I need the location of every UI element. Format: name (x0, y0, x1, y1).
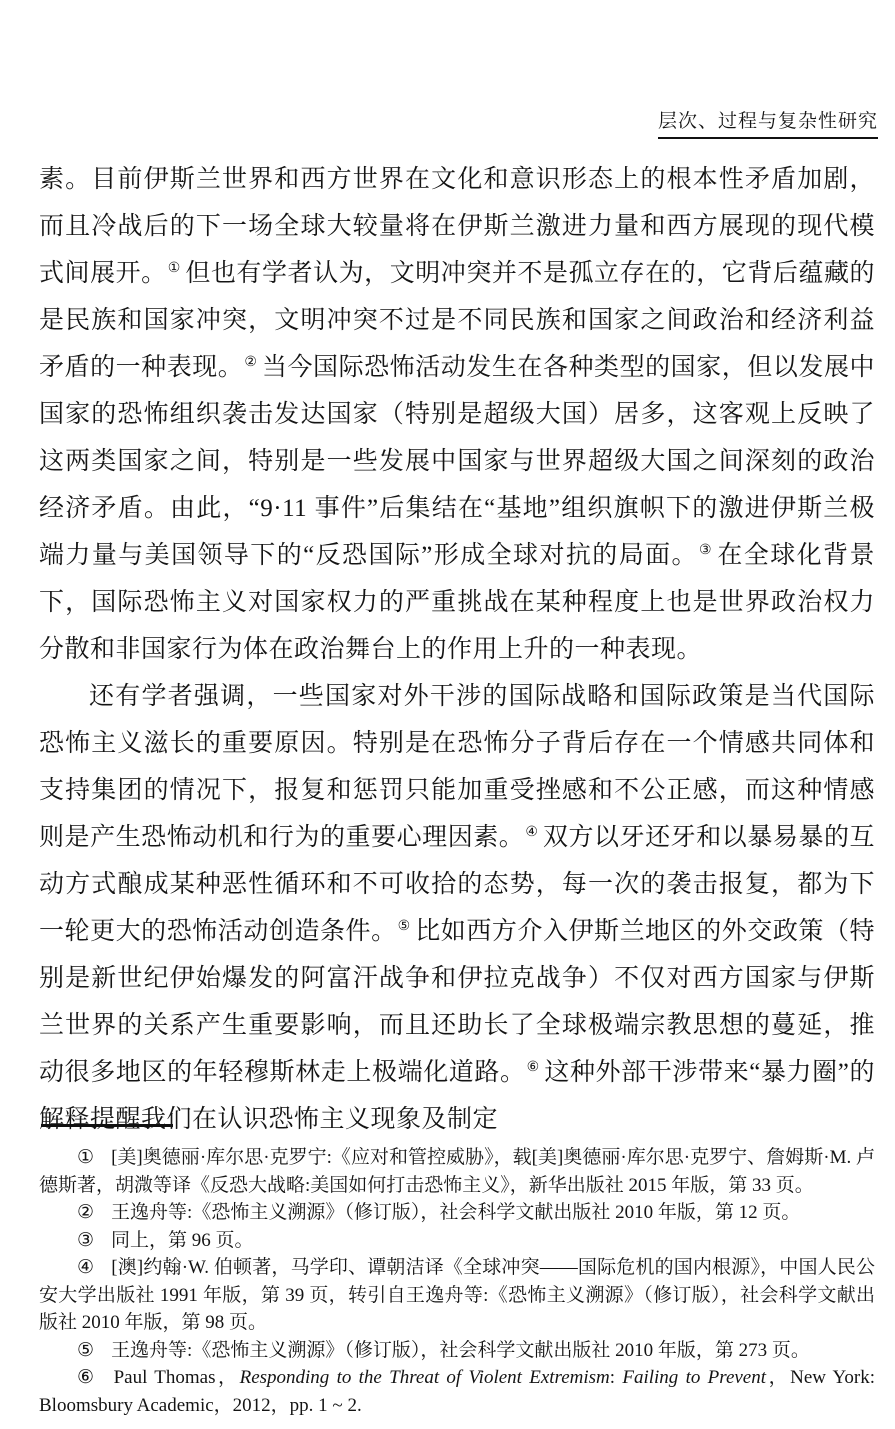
text-run: 王逸舟等:《恐怖主义溯源》（修订版），社会科学文献出版社 2010 年版，第 12 页。 (111, 1202, 801, 1223)
footnote-item (39, 1364, 875, 1419)
text-run: : (609, 1367, 623, 1388)
footnote-number: ③ (77, 1229, 95, 1251)
text-run: 当今国际恐怖活动发生在各种类型的国家，但以发展中国家的恐怖组织袭击发达国家（特别是超级大国）居多，这客观上反映了这两类国家之间，特别是一些发展中国家与世界超级大国之间深刻的政治经济矛盾。由此，“9·11 事件”后集结在“基地”组织旗帜下的激进伊斯兰极端力量与美国领导下的“反恐国际”形成全球对抗的局面。 (39, 354, 875, 569)
running-header-title: 层次、过程与复杂性研究 (658, 106, 878, 139)
footnote-ref-marker: ⑥ (526, 1060, 540, 1075)
footnote-number: ② (77, 1202, 95, 1223)
footnote-item (39, 1227, 875, 1255)
footnote-ref-marker: ④ (525, 825, 538, 840)
footnote-ref-marker: ⑤ (397, 919, 411, 934)
text-run: [澳]约翰·W. 伯顿著，马学印、谭朝洁译《全球冲突——国际危机的国内根源》，中国人民公安大学出版社 1991 年版，第 39 页，转引自王逸舟等:《恐怖主义溯源》（修订版），社会科学文献出版社 2010 年版，第 98 页。 (39, 1257, 875, 1333)
footnote-number: ① (77, 1147, 95, 1168)
footnote-separator-rule (41, 1124, 173, 1127)
text-run: 在全球化背景下，国际恐怖主义对国家权力的严重挑战在某种程度上也是世界政治权力分散和非国家行为体在政治舞台上的作用上升的一种表现。 (39, 542, 875, 663)
footnote-item (39, 1199, 875, 1227)
footnote-ref-marker: ② (244, 355, 257, 370)
footnote-item (39, 1144, 875, 1199)
italic-run: Failing to Prevent (622, 1367, 767, 1388)
body-text (39, 156, 875, 1143)
text-run: 比如西方介入伊斯兰地区的外交政策（特别是新世纪伊始爆发的阿富汗战争和伊拉克战争）不仅对西方国家与伊斯兰世界的关系产生重要影响，而且还助长了全球极端宗教思想的蔓延，推动很多地区的年轻穆斯林走上极端化道路。 (39, 918, 875, 1086)
footnote-item (39, 1254, 875, 1337)
text-run: 王逸舟等:《恐怖主义溯源》（修订版），社会科学文献出版社 2010 年版，第 273 页。 (111, 1339, 810, 1361)
text-run: 但也有学者认为，文明冲突并不是孤立存在的，它背后蕴藏的是民族和国家冲突，文明冲突不过是不同民族和国家之间政治和经济利益矛盾的一种表现。 (39, 260, 875, 381)
text-run: ，New York: Bloomsbury Academic，2012，pp. 1 ~ 2. (39, 1367, 875, 1416)
text-run: 双方以牙还牙和以暴易暴的互动方式酿成某种恶性循环和不可收拾的态势，每一次的袭击报复，都为下一轮更大的恐怖活动创造条件。 (39, 824, 875, 945)
text-run: Paul Thomas， (113, 1367, 240, 1388)
footnote-number: ⑤ (77, 1339, 95, 1361)
footnote-ref-marker: ① (167, 261, 181, 276)
text-run: 素。目前伊斯兰世界和西方世界在文化和意识形态上的根本性矛盾加剧，而且冷战后的下一场全球大较量将在伊斯兰激进力量和西方展现的现代模式间展开。 (39, 166, 875, 287)
footnote-number: ④ (77, 1257, 95, 1278)
body-paragraph (39, 156, 875, 673)
text-run: 同上，第 96 页。 (111, 1229, 254, 1251)
footnote-list (39, 1144, 875, 1419)
footnote-section (39, 1124, 875, 1419)
italic-run: Responding to the Threat of Violent Extremism (239, 1367, 610, 1388)
text-run: [美]奥德丽·库尔思·克罗宁:《应对和管控威胁》，载[美]奥德丽·库尔思·克罗宁、詹姆斯·M. 卢德斯著，胡溦等译《反恐大战略:美国如何打击恐怖主义》，新华出版社 2015 年版，第 33 页。 (39, 1147, 875, 1196)
footnote-number: ⑥ (77, 1367, 97, 1388)
footnote-item (39, 1337, 875, 1365)
text-run: 这种外部干涉带来“暴力圈”的解释提醒我们在认识恐怖主义现象及制定 (39, 1059, 875, 1133)
footnote-ref-marker: ③ (698, 543, 713, 558)
body-paragraph (39, 673, 875, 1143)
text-run: 还有学者强调，一些国家对外干涉的国际战略和国际政策是当代国际恐怖主义滋长的重要原因。特别是在恐怖分子背后存在一个情感共同体和支持集团的情况下，报复和惩罚只能加重受挫感和不公正感，而这种情感则是产生恐怖动机和行为的重要心理因素。 (39, 683, 875, 851)
